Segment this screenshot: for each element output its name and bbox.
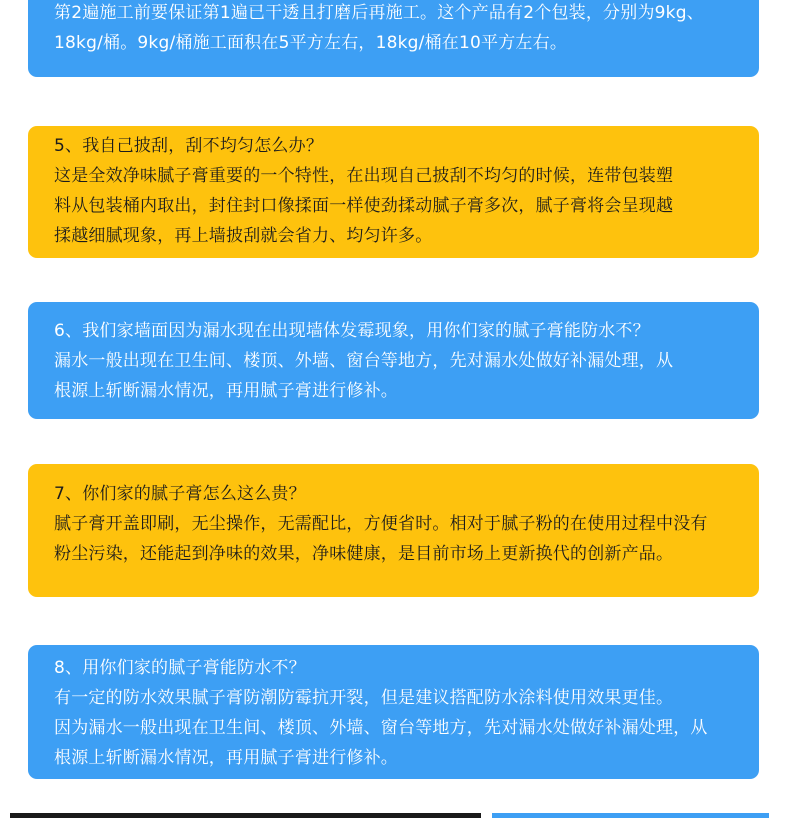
section-divider-blue xyxy=(492,813,769,818)
question-title: 7、你们家的腻子膏怎么这么贵？ xyxy=(54,484,306,504)
answer-line: 根源上斩断漏水情况，再用腻子膏进行修补。 xyxy=(54,381,398,401)
answer-line: 根源上斩断漏水情况，再用腻子膏进行修补。 xyxy=(54,748,398,768)
faq-card-7 xyxy=(28,464,759,597)
section-divider-dark xyxy=(10,813,481,818)
answer-line: 揉越细腻现象，再上墙披刮就会省力、均匀许多。 xyxy=(54,226,433,246)
answer-line: 料从包装桶内取出，封住封口像揉面一样使劲揉动腻子膏多次，腻子膏将会呈现越 xyxy=(54,196,674,216)
faq-card-8 xyxy=(28,645,759,779)
answer-line: 腻子膏开盖即刷，无尘操作，无需配比，方便省时。相对于腻子粉的在使用过程中没有 xyxy=(54,514,708,534)
answer-line: 漏水一般出现在卫生间、楼顶、外墙、窗台等地方，先对漏水处做好补漏处理，从 xyxy=(54,351,674,371)
answer-line: 这是全效净味腻子膏重要的一个特性，在出现自己披刮不均匀的时候，连带包装塑 xyxy=(54,166,674,186)
question-title: 5、我自己披刮，刮不均匀怎么办？ xyxy=(54,136,324,156)
faq-card-6 xyxy=(28,302,759,419)
answer-line: 有一定的防水效果腻子膏防潮防霉抗开裂，但是建议搭配防水涂料使用效果更佳。 xyxy=(54,688,674,708)
answer-line: 18kg/桶。9kg/桶施工面积在5平方左右，18kg/桶在10平方左右。 xyxy=(54,33,568,53)
answer-line: 因为漏水一般出现在卫生间、楼顶、外墙、窗台等地方，先对漏水处做好补漏处理，从 xyxy=(54,718,708,738)
faq-card-5 xyxy=(28,126,759,258)
faq-card-4-continued xyxy=(28,0,759,77)
question-title: 6、我们家墙面因为漏水现在出现墙体发霉现象，用你们家的腻子膏能防水不？ xyxy=(54,321,650,341)
answer-line: 粉尘污染，还能起到净味的效果，净味健康，是目前市场上更新换代的创新产品。 xyxy=(54,544,674,564)
answer-line: 第2遍施工前要保证第1遍已干透且打磨后再施工。这个产品有2个包装，分别为9kg、 xyxy=(54,3,704,23)
question-title: 8、用你们家的腻子膏能防水不？ xyxy=(54,658,306,678)
